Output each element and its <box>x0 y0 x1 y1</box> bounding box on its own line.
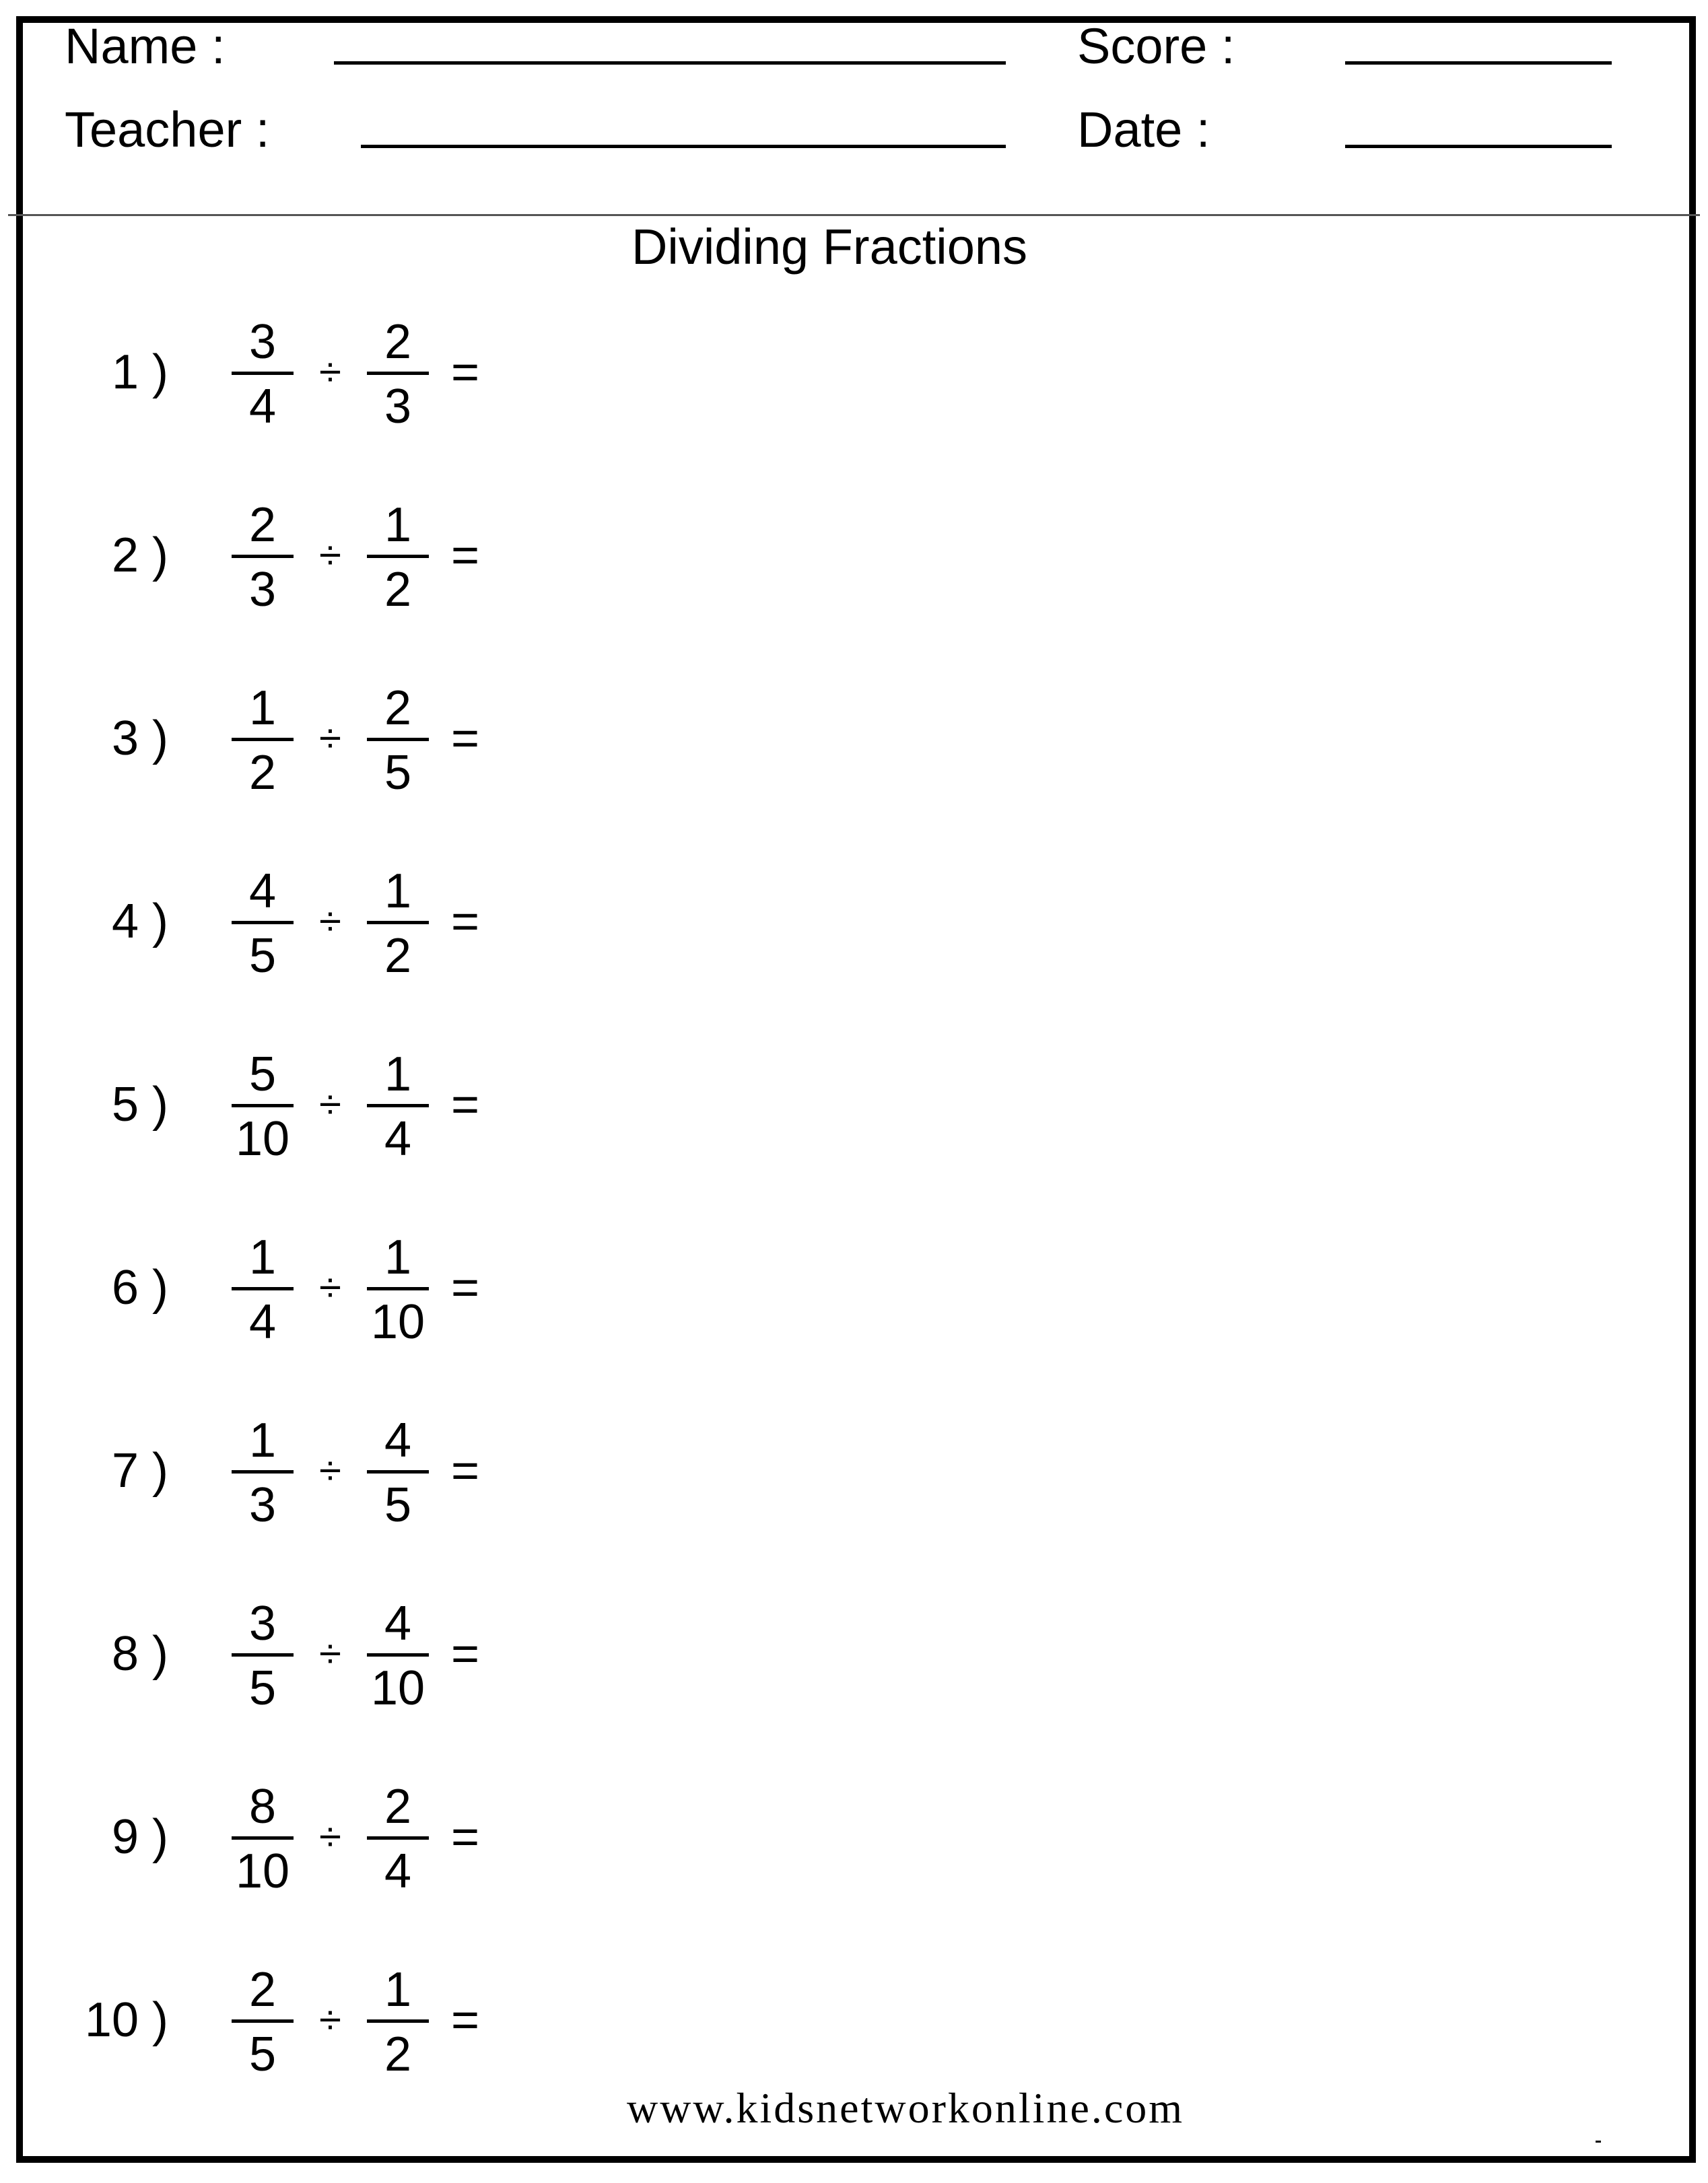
dividend-denominator: 10 <box>235 1112 290 1166</box>
equals-sign: = <box>451 1261 480 1315</box>
divisor-fraction <box>367 1407 429 1535</box>
dividend-numerator: 3 <box>248 1597 277 1651</box>
fraction-bar <box>367 2019 429 2023</box>
divisor-numerator: 1 <box>384 1231 412 1284</box>
divisor-numerator: 1 <box>384 1047 412 1101</box>
divisor-denominator: 4 <box>384 1844 412 1898</box>
fraction-bar <box>232 1836 294 1840</box>
fraction-bar <box>367 372 429 375</box>
name-label: Name : <box>65 18 226 74</box>
dividend-numerator: 4 <box>248 864 277 918</box>
dividend-fraction <box>232 1224 294 1352</box>
divisor-denominator: 10 <box>370 1295 425 1349</box>
divide-sign: ÷ <box>319 1814 341 1859</box>
equals-sign: = <box>451 1444 480 1498</box>
fraction-bar <box>367 1470 429 1474</box>
equals-sign: = <box>451 1810 480 1864</box>
divisor-numerator: 1 <box>384 1963 412 2017</box>
problem-row <box>0 858 673 985</box>
divisor-fraction <box>367 308 429 436</box>
fraction-bar <box>367 1104 429 1107</box>
fraction-bar <box>232 555 294 558</box>
problem-row <box>0 1041 673 1169</box>
equals-sign: = <box>451 895 480 948</box>
dividend-fraction <box>232 1407 294 1535</box>
dividend-numerator: 8 <box>248 1780 277 1834</box>
dividend-denominator: 2 <box>248 746 277 800</box>
teacher-label: Teacher : <box>65 102 270 158</box>
divisor-denominator: 4 <box>384 1112 412 1166</box>
divide-sign: ÷ <box>319 532 341 578</box>
fraction-bar <box>367 1836 429 1840</box>
divisor-denominator: 5 <box>384 1478 412 1532</box>
divisor-fraction <box>367 674 429 802</box>
equals-sign: = <box>451 1078 480 1132</box>
fraction-bar <box>232 1470 294 1474</box>
problem-row <box>0 1956 673 2084</box>
problem-number: 4 ) <box>111 895 168 948</box>
equals-sign: = <box>451 1627 480 1681</box>
divisor-fraction <box>367 1956 429 2084</box>
problem-row <box>0 491 673 619</box>
problem-number: 1 ) <box>111 345 168 399</box>
fraction-bar <box>367 738 429 741</box>
fraction-bar <box>232 1653 294 1657</box>
problem-row <box>0 1773 673 1901</box>
divisor-numerator: 2 <box>384 1780 412 1834</box>
problem-row <box>0 1407 673 1535</box>
corner-mark <box>1596 2141 1601 2143</box>
problem-number: 2 ) <box>111 528 168 582</box>
problem-row <box>0 308 673 436</box>
divide-sign: ÷ <box>319 1082 341 1127</box>
dividend-fraction <box>232 1590 294 1718</box>
problem-number: 9 ) <box>111 1810 168 1864</box>
date-field[interactable] <box>1345 145 1612 148</box>
dividend-denominator: 10 <box>235 1844 290 1898</box>
divisor-numerator: 4 <box>384 1597 412 1651</box>
problem-number: 3 ) <box>111 712 168 765</box>
dividend-denominator: 3 <box>248 563 277 617</box>
equals-sign: = <box>451 712 480 765</box>
problem-number: 7 ) <box>111 1444 168 1498</box>
dividend-fraction <box>232 491 294 619</box>
divide-sign: ÷ <box>319 1997 341 2042</box>
problem-number: 8 ) <box>111 1627 168 1681</box>
dividend-fraction <box>232 674 294 802</box>
dividend-numerator: 1 <box>248 1231 277 1284</box>
fraction-bar <box>367 1287 429 1290</box>
dividend-fraction <box>232 1773 294 1901</box>
dividend-fraction <box>232 1041 294 1169</box>
fraction-bar <box>232 921 294 924</box>
divide-sign: ÷ <box>319 716 341 761</box>
divisor-numerator: 2 <box>384 315 412 369</box>
problem-row <box>0 1590 673 1718</box>
dividend-denominator: 5 <box>248 2028 277 2081</box>
divisor-fraction <box>367 491 429 619</box>
equals-sign: = <box>451 1993 480 2047</box>
divide-sign: ÷ <box>319 1631 341 1676</box>
name-field[interactable] <box>334 61 1006 65</box>
divisor-fraction <box>367 1773 429 1901</box>
fraction-bar <box>232 2019 294 2023</box>
divisor-numerator: 1 <box>384 498 412 552</box>
score-label: Score : <box>1077 18 1235 74</box>
divisor-fraction <box>367 1041 429 1169</box>
score-field[interactable] <box>1345 61 1612 65</box>
fraction-bar <box>232 738 294 741</box>
footer-url: www.kidsnetworkonline.com <box>626 2084 1185 2132</box>
divide-sign: ÷ <box>319 899 341 944</box>
dividend-fraction <box>232 308 294 436</box>
divisor-fraction <box>367 1224 429 1352</box>
fraction-bar <box>232 1287 294 1290</box>
divisor-denominator: 2 <box>384 929 412 983</box>
divisor-denominator: 10 <box>370 1661 425 1715</box>
divisor-numerator: 1 <box>384 864 412 918</box>
divide-sign: ÷ <box>319 1448 341 1493</box>
divide-sign: ÷ <box>319 1265 341 1310</box>
dividend-numerator: 1 <box>248 1414 277 1467</box>
dividend-denominator: 5 <box>248 929 277 983</box>
fraction-bar <box>367 555 429 558</box>
problem-row <box>0 1224 673 1352</box>
divisor-fraction <box>367 858 429 985</box>
dividend-denominator: 4 <box>248 1295 277 1349</box>
equals-sign: = <box>451 345 480 399</box>
dividend-denominator: 5 <box>248 1661 277 1715</box>
dividend-numerator: 2 <box>248 1963 277 2017</box>
divide-sign: ÷ <box>319 349 341 394</box>
dividend-numerator: 3 <box>248 315 277 369</box>
fraction-bar <box>232 1104 294 1107</box>
worksheet-title: Dividing Fractions <box>631 219 1028 275</box>
dividend-fraction <box>232 1956 294 2084</box>
header-divider <box>8 214 1700 216</box>
equals-sign: = <box>451 528 480 582</box>
fraction-bar <box>367 1653 429 1657</box>
divisor-denominator: 2 <box>384 2028 412 2081</box>
divisor-denominator: 3 <box>384 380 412 434</box>
teacher-field[interactable] <box>361 145 1006 148</box>
fraction-bar <box>232 372 294 375</box>
divisor-denominator: 5 <box>384 746 412 800</box>
divisor-numerator: 2 <box>384 681 412 735</box>
fraction-bar <box>367 921 429 924</box>
divisor-denominator: 2 <box>384 563 412 617</box>
dividend-denominator: 3 <box>248 1478 277 1532</box>
dividend-numerator: 2 <box>248 498 277 552</box>
divisor-fraction <box>367 1590 429 1718</box>
problem-row <box>0 674 673 802</box>
dividend-fraction <box>232 858 294 985</box>
dividend-numerator: 5 <box>248 1047 277 1101</box>
problem-number: 5 ) <box>111 1078 168 1132</box>
dividend-denominator: 4 <box>248 380 277 434</box>
dividend-numerator: 1 <box>248 681 277 735</box>
date-label: Date : <box>1077 102 1210 158</box>
divisor-numerator: 4 <box>384 1414 412 1467</box>
problem-number: 10 ) <box>84 1993 168 2047</box>
problem-number: 6 ) <box>111 1261 168 1315</box>
